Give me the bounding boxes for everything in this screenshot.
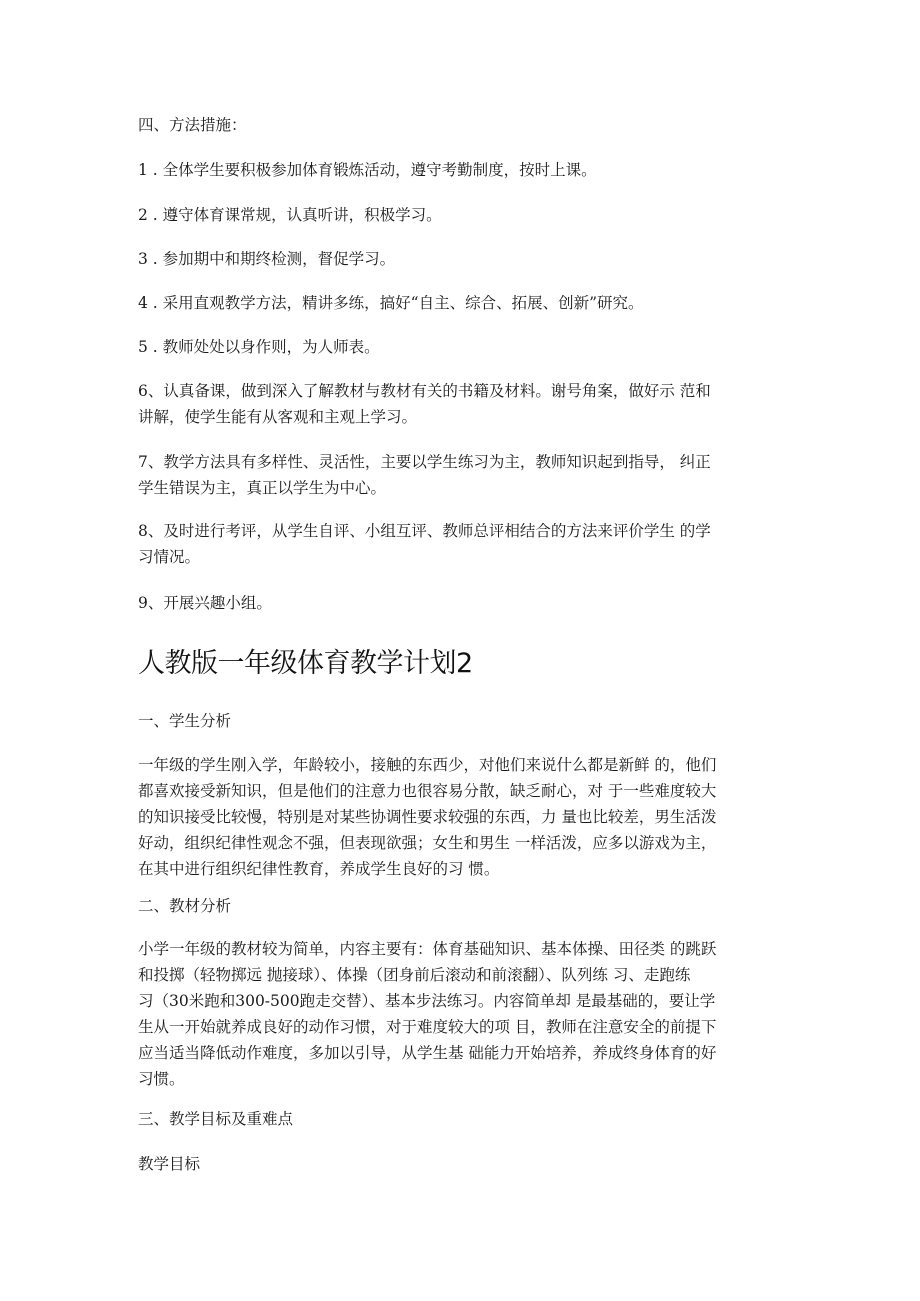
paragraph-line: 都喜欢接受新知识，但是他们的注意力也很容易分散，缺乏耐心，对 于一些难度较大 xyxy=(138,782,717,800)
method-item-4: 4 . 采用直观教学方法，精讲多练，搞好“自主、综合、拓展、创新”研究。 xyxy=(138,294,644,312)
paragraph-line: 应当适当降低动作难度，多加以引导，从学生基 础能力开始培养，养成终身体育的好 xyxy=(138,1044,717,1062)
document-title: 人教版一年级体育教学计划2 xyxy=(138,648,473,679)
method-item-1: 1 . 全体学生要积极参加体育锻炼活动，遵守考勤制度，按时上课。 xyxy=(138,161,597,179)
section-heading-methods: 四、方法措施： xyxy=(138,116,247,134)
paragraph-line: 生从一开始就养成良好的动作习惯，对于难度较大的项 目，教师在注意安全的前提下 xyxy=(138,1018,717,1036)
section-heading-material-analysis: 二、教材分析 xyxy=(138,897,232,915)
paragraph-line: 一年级的学生刚入学，年龄较小，接触的东西少，对他们来说什么都是新鲜 的，他们 xyxy=(138,756,717,774)
material-analysis-paragraph xyxy=(138,936,782,1092)
paragraph-line: 的知识接受比较慢，特别是对某些协调性要求较强的东西，力 量也比较差，男生活泼 xyxy=(138,808,717,826)
method-item-5: 5 . 教师处处以身作则，为人师表。 xyxy=(138,338,380,356)
method-item-8 xyxy=(138,518,782,570)
paragraph-line: 8、及时进行考评，从学生自评、小组互评、教师总评相结合的方法来评价学生 的学 xyxy=(138,522,711,540)
method-item-9: 9、开展兴趣小组。 xyxy=(138,594,272,612)
paragraph-line: 6、认真备课，做到深入了解教材与教材有关的书籍及材料。谢号角案，做好示 范和 xyxy=(138,382,711,400)
student-analysis-paragraph xyxy=(138,752,782,882)
paragraph-line: 习惯。 xyxy=(138,1070,185,1088)
paragraph-line: 7、教学方法具有多样性、灵活性，主要以学生练习为主，教师知识起到指导， 纠正 xyxy=(138,453,711,471)
subheading-teaching-goals: 教学目标 xyxy=(138,1155,201,1173)
paragraph-line: 好动，组织纪律性观念不强，但表现欲强；女生和男生 一样活泼，应多以游戏为主， xyxy=(138,834,717,852)
paragraph-line: 讲解，使学生能有从客观和主观上学习。 xyxy=(138,408,418,426)
paragraph-line: 习（30米跑和300-500跑走交替）、基本步法练习。内容简单却 是最基础的，要让学 xyxy=(138,992,716,1010)
paragraph-line: 学生错误为主，真正以学生为中心。 xyxy=(138,479,387,497)
paragraph-line: 在其中进行组织纪律性教育，养成学生良好的习 惯。 xyxy=(138,860,500,878)
method-item-3: 3 . 参加期中和期终检测，督促学习。 xyxy=(138,250,396,268)
method-item-2: 2 . 遵守体育课常规，认真听讲，积极学习。 xyxy=(138,206,442,224)
paragraph-line: 小学一年级的教材较为简单，内容主要有：体育基础知识、基本体操、田径类 的跳跃 xyxy=(138,940,717,958)
paragraph-line: 习情况。 xyxy=(138,548,201,566)
section-heading-teaching-goals: 三、教学目标及重难点 xyxy=(138,1110,294,1128)
section-heading-student-analysis: 一、学生分析 xyxy=(138,712,232,730)
method-item-6 xyxy=(138,378,782,430)
paragraph-line: 和投掷（轻物掷远 抛接球）、体操（团身前后滚动和前滚翻）、队列练 习、走跑练 xyxy=(138,966,691,984)
method-item-7 xyxy=(138,449,782,501)
